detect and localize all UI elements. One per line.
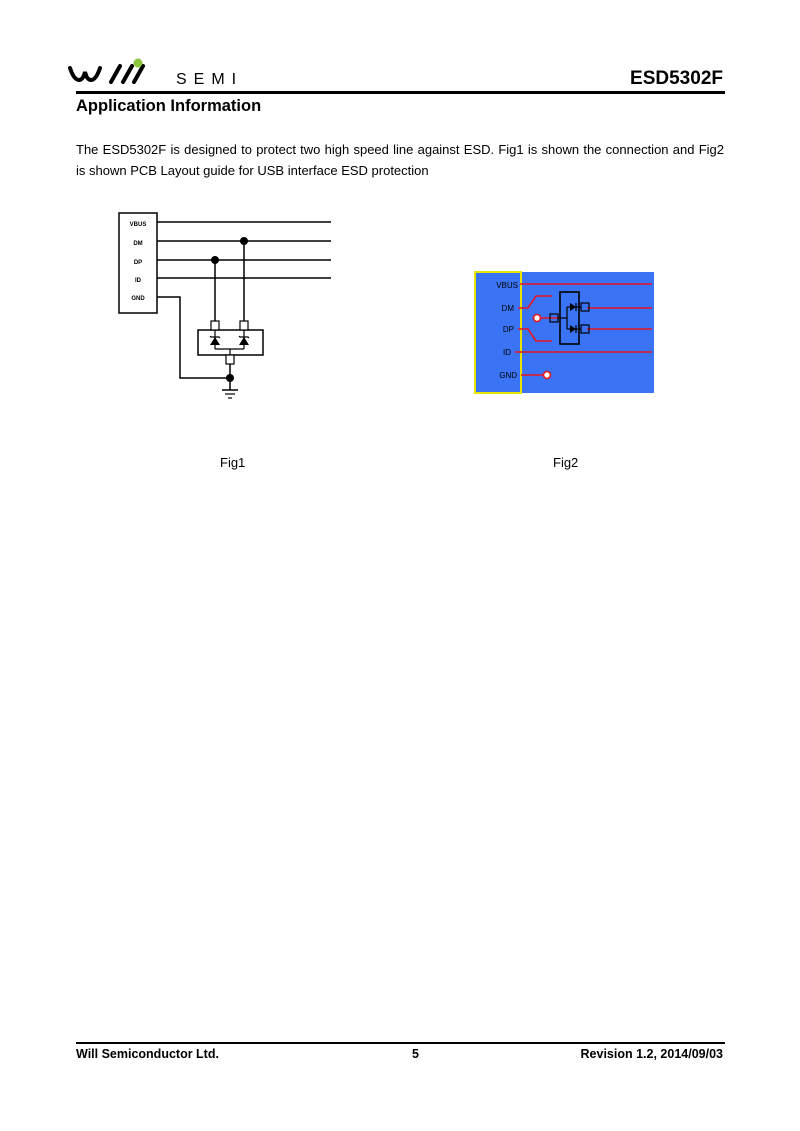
fig1-pin-label-gnd: GND xyxy=(131,296,145,302)
fig1-schematic xyxy=(110,205,340,405)
fig1-pin-label-vbus: VBUS xyxy=(129,222,147,228)
header-rule xyxy=(76,91,725,94)
section-title: Application Information xyxy=(76,97,262,115)
part-number: ESD5302F xyxy=(630,68,723,89)
fig2-pin-label-dp: DP xyxy=(502,325,514,334)
fig2-pin-label-dm: DM xyxy=(501,304,514,313)
fig2-pin-label-gnd: GND xyxy=(499,371,517,380)
fig2-pin-label-id: ID xyxy=(503,348,511,357)
fig2-caption: Fig2 xyxy=(553,455,579,470)
fig2-pcb-layout xyxy=(470,268,660,398)
footer-rule xyxy=(76,1042,725,1044)
fig1-pin-label-id: ID xyxy=(135,278,141,284)
fig1-pin-label-dm: DM xyxy=(133,241,143,247)
body-paragraph: The ESD5302F is designed to protect two high speed line against ESD. Fig1 is shown the connection and Fig2 is shown PCB Layout guide for USB interface ESD protection xyxy=(76,142,724,178)
fig1-caption: Fig1 xyxy=(220,455,246,470)
logo-text: SEMI xyxy=(176,71,244,88)
footer-page-number: 5 xyxy=(412,1047,419,1061)
fig1-pin-label-dp: DP xyxy=(133,260,143,266)
will-semi-logo xyxy=(68,56,268,88)
fig2-pin-label-vbus: VBUS xyxy=(496,281,518,290)
footer-revision: Revision 1.2, 2014/09/03 xyxy=(580,1047,723,1061)
footer-company: Will Semiconductor Ltd. xyxy=(76,1047,219,1061)
